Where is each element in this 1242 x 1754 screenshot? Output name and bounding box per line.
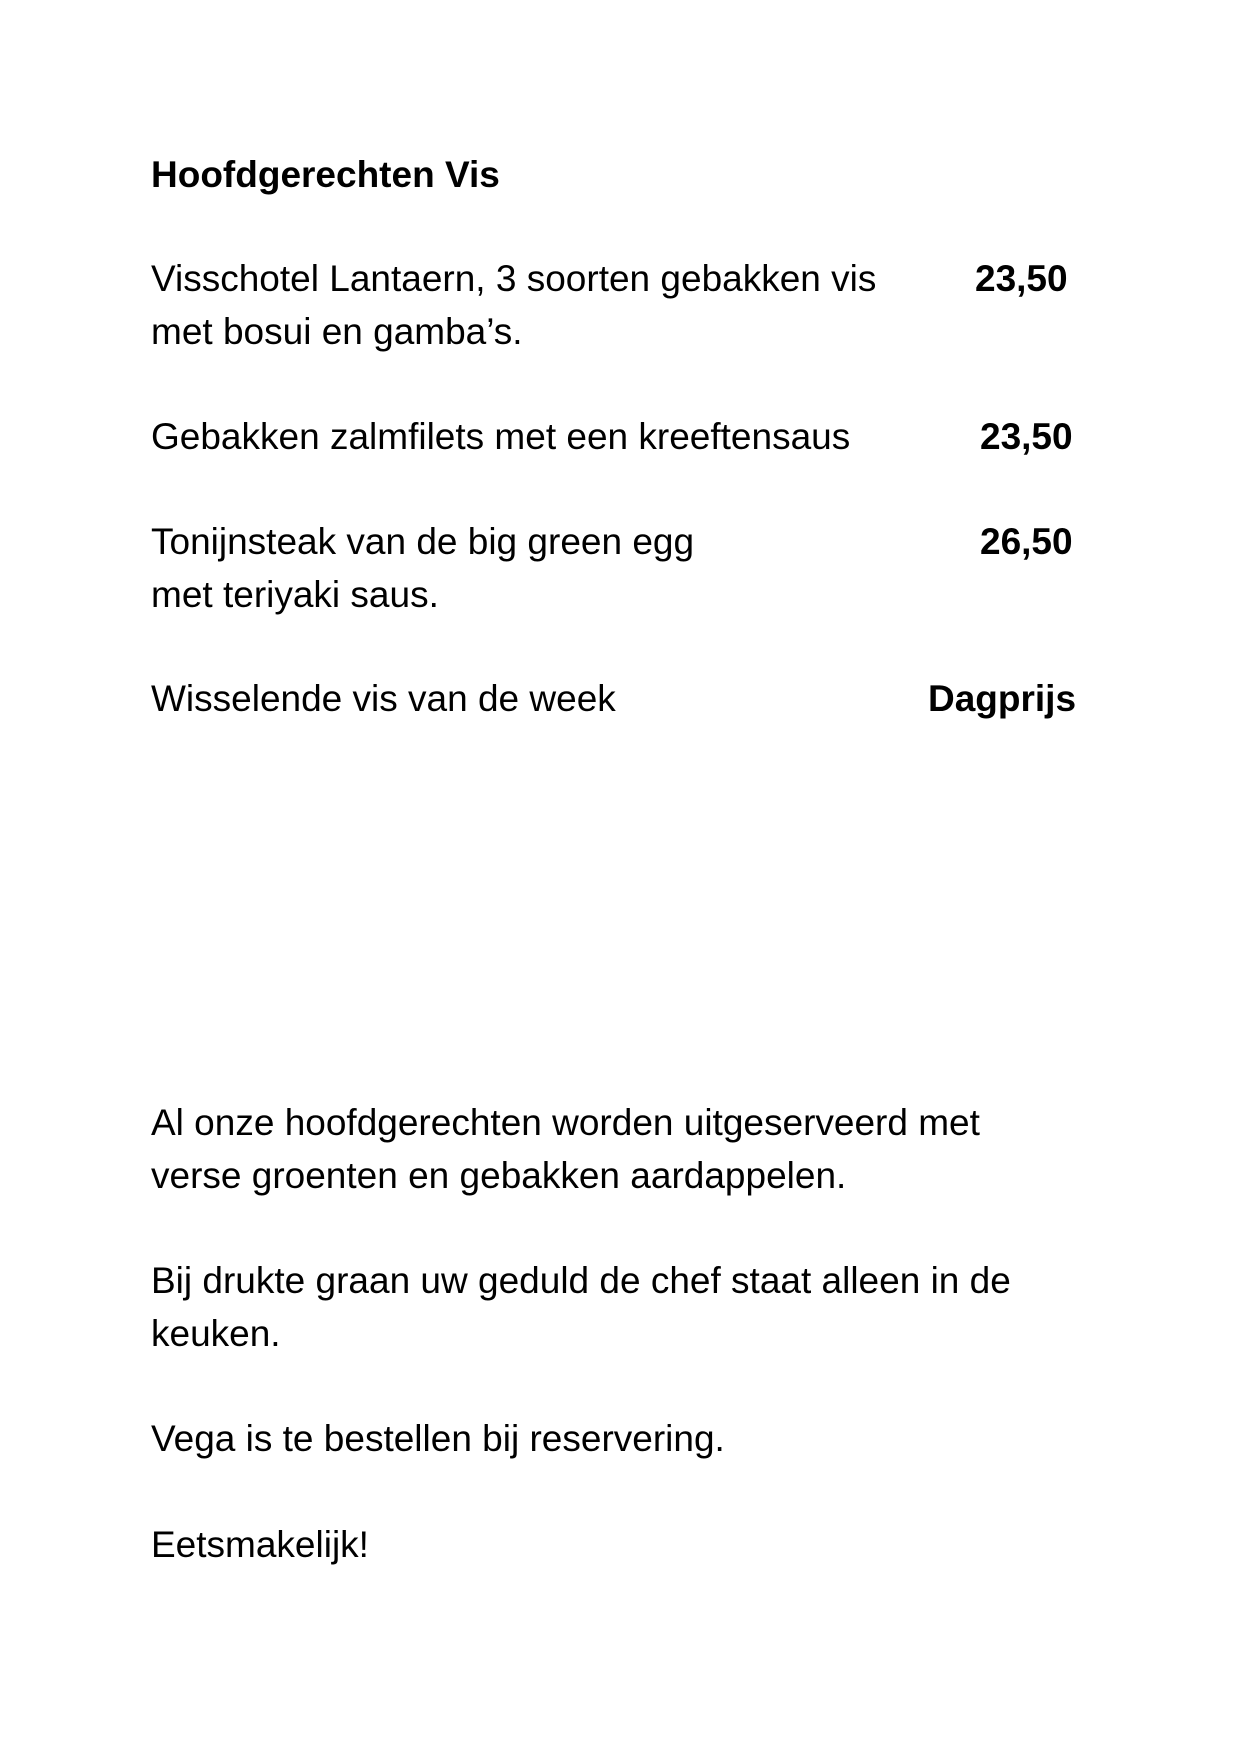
note-side-dishes-line1: Al onze hoofdgerechten worden uitgeserveerd met [151, 1102, 980, 1143]
menu-item-description-line2: met bosui en gamba’s. [151, 311, 523, 352]
menu-item-description: Visschotel Lantaern, 3 soorten gebakken vis [151, 258, 877, 299]
menu-item-description: Gebakken zalmfilets met een kreeftensaus [151, 416, 851, 457]
note-busy-line2: keuken. [151, 1313, 281, 1354]
menu-item-price: Dagprijs [928, 678, 1077, 719]
note-vegetarian: Vega is te bestellen bij reservering. [151, 1418, 725, 1459]
note-side-dishes-line2: verse groenten en gebakken aardappelen. [151, 1155, 847, 1196]
menu-item-price: 23,50 [975, 258, 1068, 299]
menu-item-description-line2: met teriyaki saus. [151, 574, 439, 615]
menu-item-price: 23,50 [980, 416, 1073, 457]
menu-heading: Hoofdgerechten Vis [151, 154, 500, 195]
closing-greeting: Eetsmakelijk! [151, 1524, 369, 1565]
menu-item-description: Tonijnsteak van de big green egg [151, 521, 695, 562]
note-busy-line1: Bij drukte graan uw geduld de chef staat alleen in de [151, 1260, 1011, 1301]
menu-item-price: 26,50 [980, 521, 1073, 562]
menu-item-description: Wisselende vis van de week [151, 678, 616, 719]
